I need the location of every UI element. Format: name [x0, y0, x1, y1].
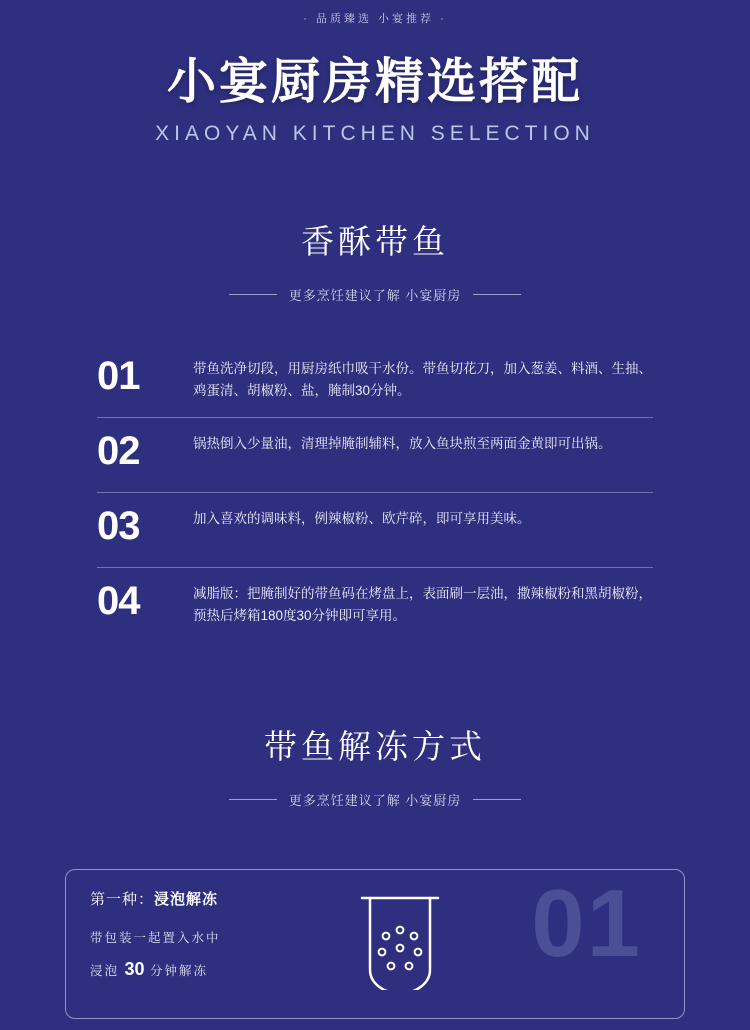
- thaw-card-list: [65, 869, 685, 1019]
- list-item: [97, 578, 653, 643]
- thaw-line2-prefix: 浸泡: [90, 964, 120, 979]
- thaw-card-01: [65, 869, 685, 1019]
- thaw-section: [0, 721, 750, 809]
- rule-right: [473, 294, 521, 295]
- recipe-section-title: 香酥带鱼: [301, 222, 449, 260]
- recipe-steps-list: [97, 353, 653, 643]
- thaw-line2-suffix: 分钟解冻: [150, 964, 209, 979]
- thaw-card-line-1: 带包装一起置入水中: [90, 930, 221, 945]
- top-tagline: · 品质臻选 小宴推荐 ·: [303, 13, 447, 25]
- step-number: 04: [97, 578, 140, 623]
- step-text: 加入喜欢的调味料，例辣椒粉、欧芹碎，即可享用美味。: [193, 510, 531, 526]
- rule-right: [473, 799, 521, 800]
- step-text: 锅热倒入少量油，清理掉腌制辅料，放入鱼块煎至两面金黄即可出锅。: [193, 435, 612, 451]
- thaw-card-name: 浸泡解冻: [154, 890, 219, 908]
- rule-left: [229, 799, 277, 800]
- thaw-card-label: 第一种：: [90, 890, 155, 908]
- step-text: 减脂版：把腌制好的带鱼码在烤盘上，表面刷一层油，撒辣椒粉和黑胡椒粉，预热后烤箱180度30分钟即可享用。: [193, 585, 652, 624]
- thaw-subtitle-text: 更多烹饪建议了解 小宴厨房: [288, 792, 462, 808]
- list-item: [97, 428, 653, 493]
- step-text: 带鱼洗净切段，用厨房纸巾吸干水份。带鱼切花刀，加入葱姜、料酒、生抽、鸡蛋清、胡椒粉、盐，腌制30分钟。: [193, 360, 652, 399]
- rule-left: [229, 294, 277, 295]
- thaw-line2-number: 30: [124, 959, 145, 980]
- recipe-section-subtitle: [0, 285, 750, 304]
- list-item: [97, 503, 653, 568]
- step-number: 03: [97, 503, 140, 548]
- recipe-subtitle-text: 更多烹饪建议了解 小宴厨房: [288, 287, 462, 303]
- step-number: 01: [97, 353, 140, 398]
- thaw-card-ghost-number: 01: [531, 869, 642, 977]
- water-beaker-icon: [358, 892, 442, 995]
- recipe-section: [0, 216, 750, 643]
- thaw-section-subtitle: [0, 790, 750, 809]
- thaw-section-title: 带鱼解冻方式: [264, 727, 486, 765]
- page-subtitle: XIAOYAN KITCHEN SELECTION: [155, 121, 595, 145]
- page-title: 小宴厨房精选搭配: [166, 55, 583, 109]
- step-number: 02: [97, 428, 140, 473]
- list-item: [97, 353, 653, 418]
